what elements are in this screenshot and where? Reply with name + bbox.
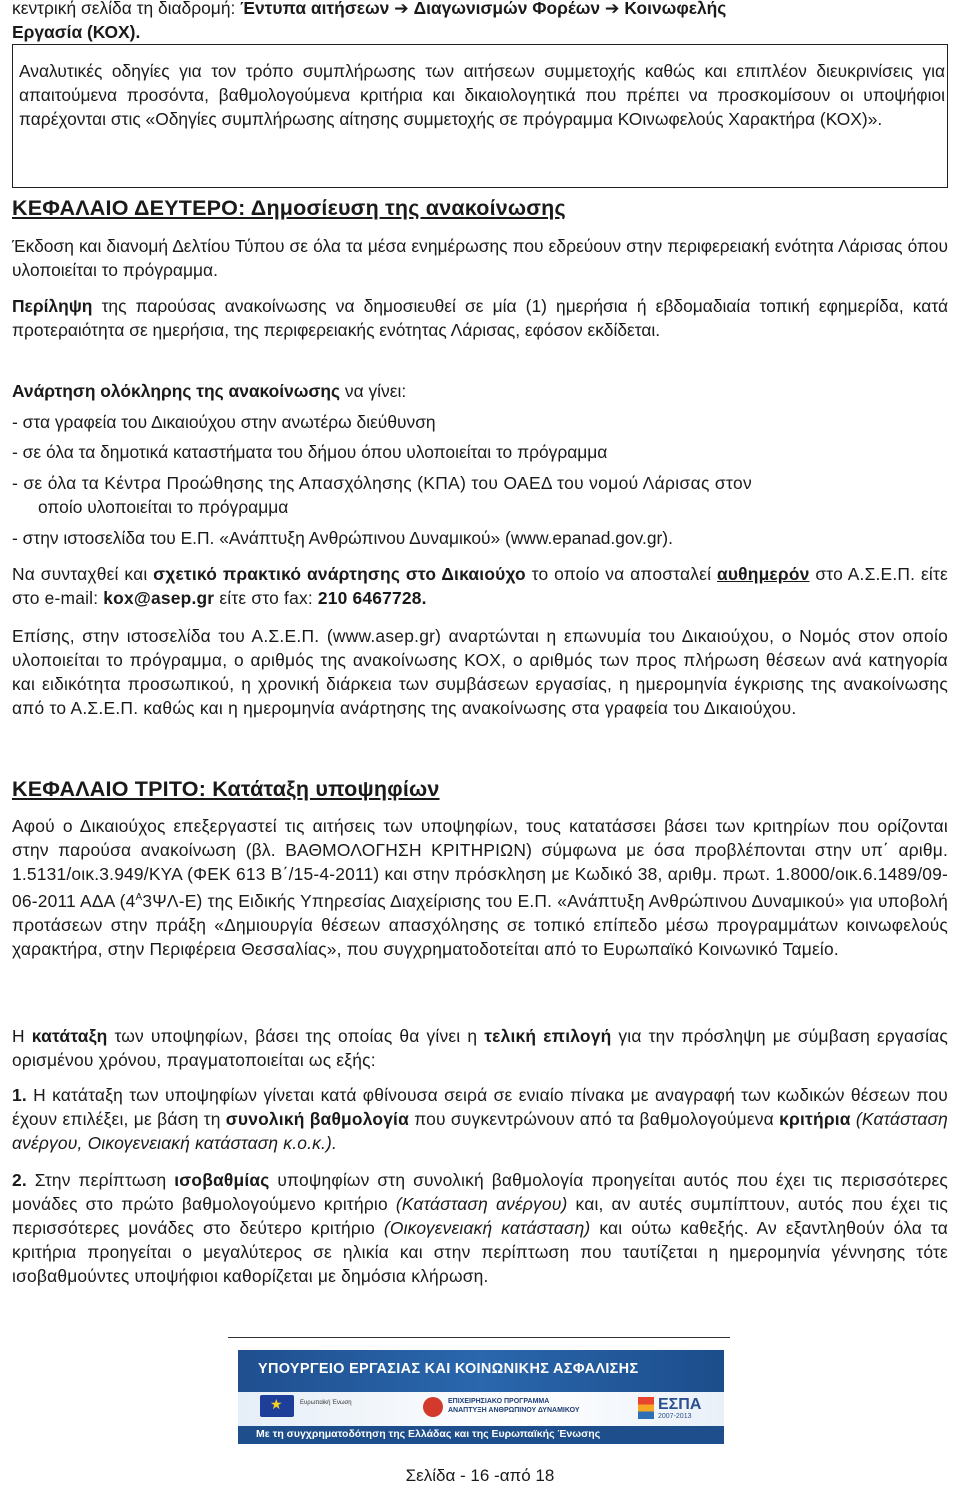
item2-text-c: υποψηφίων στη συνολική βαθμολογία προηγείται αυτός που έχει τις περισσότερες μονάδες στο πρώτο βαθμολογούμενο κριτήριο (12, 1170, 949, 1214)
p1-superscript: Α (135, 892, 143, 903)
espa-bars-icon (638, 1397, 654, 1419)
posting-label: Ανάρτηση ολόκληρης της ανακοίνωσης (12, 381, 341, 401)
item1-italic-e: (Κατάσταση ανέργου, Οικογενειακή κατάσταση κ.ο.κ.). (12, 1109, 948, 1153)
list-item: - σε όλα τα δημοτικά καταστήματα του δήμου όπου υλοποιείται το πρόγραμμα (12, 442, 608, 462)
program-line-2: ΑΝΑΠΤΥΞΗ ΑΝΘΡΩΠΙΝΟΥ ΔΥΝΑΜΙΚΟΥ (448, 1407, 580, 1414)
item1-text-a: Η κατάταξη των υποψηφίων γίνεται κατά φθίνουσα σειρά σε ενιαίο πίνακα με αναγραφή των κωδικών θέσεων που έχουν επιλέξει, με βάση τη (12, 1085, 948, 1129)
cofunding-bar (238, 1426, 724, 1444)
item1-text-c: που συγκεντρώνουν από τα βαθμολογούμενα (408, 1109, 780, 1129)
chapter-three-p1 (12, 814, 948, 961)
item2-text-a: Στην περίπτωση (26, 1170, 175, 1190)
list-item: - στα γραφεία του Δικαιούχου στην ανωτέρω διεύθυνση (12, 412, 436, 432)
item2-italic-d: (Κατάσταση ανέργου) (395, 1194, 568, 1214)
funding-banner (228, 1337, 730, 1446)
final-selection-bold: τελική επιλογή (484, 1026, 612, 1046)
chapter-three-item-2 (12, 1168, 948, 1288)
intro-bold-a: Έντυπα αιτήσεων (240, 0, 390, 18)
intro-text: κεντρική σελίδα τη διαδρομή: (12, 0, 241, 18)
chapter-two-p3 (12, 379, 948, 403)
item2-text-g: και ούτω καθεξής. Αν εξαντληθούν όλα τα κριτήρια προηγείται ο μεγαλύτερος σε ηλικία και στην περίπτωση που ταυτίζεται η ημερομηνία γέννησης τότε ισοβαθμούντες υποψήφιοι καθορίζεται με δημόσια κλήρωση. (12, 1218, 949, 1286)
p4-period: . (421, 588, 427, 608)
ranking-bold: κατάταξη (31, 1026, 108, 1046)
list-item: - σε όλα τα Κέντρα Προώθησης της Απασχόλησης (ΚΠΑ) του ΟΑΕΔ του νομού Λάρισας στον (12, 473, 753, 493)
item2-bold-b: ισοβαθμίας (174, 1170, 270, 1190)
list-item: - στην ιστοσελίδα του Ε.Π. «Ανάπτυξη Ανθρώπινου Δυναμικού» (www.epanad.gov.gr). (12, 528, 673, 548)
p4-text-c: το οποίο να αποσταλεί (525, 564, 717, 584)
espa-years: 2007-2013 (658, 1413, 692, 1420)
chapter-three-item-1 (12, 1083, 948, 1155)
eu-label: Ευρωπαϊκή Ένωση (300, 1400, 352, 1406)
item1-bold-d: κριτήρια (779, 1109, 851, 1129)
posting-text: να γίνει: (340, 381, 407, 401)
fax-number: 210 6467728 (317, 588, 422, 608)
arrow-icon: ➔ (604, 0, 620, 18)
chapter-three-p2 (12, 1024, 948, 1072)
espa-label: ΕΣΠΑ (658, 1396, 702, 1413)
item-number: 1. (12, 1085, 27, 1105)
program-name (448, 1397, 580, 1415)
p4-text-a: Να συνταχθεί και (12, 564, 154, 584)
item-number: 2. (12, 1170, 27, 1190)
ministry-name: ΥΠΟΥΡΓΕΙΟ ΕΡΓΑΣΙΑΣ ΚΑΙ ΚΟΙΝΩΝΙΚΗΣ ΑΣΦΑΛΙΣΗΣ (258, 1361, 639, 1377)
p4-text-e: στο Α.Σ.Ε.Π. είτε στο e-mail: (12, 564, 948, 608)
intro-line-2 (12, 20, 948, 44)
p4-text-f: είτε στο fax: (214, 588, 318, 608)
intro-bold-c: Κοινωφελής (624, 0, 727, 18)
p2-text-c: των υποψηφίων, βάσει της οποίας θα γίνει η (107, 1026, 485, 1046)
email-address: kox@asep.gr (103, 588, 215, 608)
instructions-text: Αναλυτικές οδηγίες για τον τρόπο συμπλήρωσης των αιτήσεων συμμετοχής καθώς και επιπλέον διευκρινίσεις για απαιτούμενα προσόντα, βαθμολογούμενα κριτήρια και δικαιολογητικά που πρέπει να προσκομίσουν οι υποψήφιοι παρέχονται στις «Οδηγίες συμπλήρωσης αίτησης συμμετοχής σε πρόγραμμα ΚΟινωφελούς Χαρακτήρα (ΚΟΧ)». (19, 61, 945, 129)
chapter-two-heading: ΚΕΦΑΛΑΙΟ ΔΕΥΤΕΡΟ: Δημοσίευση της ανακοίνωσης (12, 196, 566, 220)
item2-italic-f: (Οικογενειακή κατάσταση) (383, 1218, 591, 1238)
ministry-bar (238, 1350, 724, 1392)
arrow-icon: ➔ (394, 0, 409, 18)
chapter-two-p4 (12, 562, 948, 610)
logos-row (238, 1392, 724, 1426)
p4-same-day: αυθημερόν (716, 564, 810, 584)
p1-text-b: 3ΨΛ-Ε) της Ειδικής Υπηρεσίας Διαχείρισης του Ε.Π. «Ανάπτυξη Ανθρώπινου Δυναμικού» για υποβολή προτάσεων στην πράξη «Δημιουργία θέσεων απασχόλησης σε τοπικό επίπεδο μέσω προγραμμάτων κοινωφελούς χαρακτήρα, στην Περιφέρεια Θεσσαλίας», που συγχρηματοδοτείται από το Ευρωπαϊκό Κοινωνικό Ταμείο. (12, 890, 948, 959)
espa-logo (638, 1394, 718, 1422)
p4-bold: σχετικό πρακτικό ανάρτησης στο Δικαιούχο (153, 564, 526, 584)
p2-text-a: Η (12, 1026, 32, 1046)
summary-text: της παρούσας ανακοίνωσης να δημοσιευθεί σε μία (1) ημερήσια ή εβδομαδιαία τοπική εφημερίδα, κατά προτεραιότητα σε ημερήσια, της περιφερειακής ενότητας Λάρισας, εφόσον εκδίδεται. (12, 296, 948, 340)
eu-flag-icon (260, 1395, 294, 1417)
item2-text-e: και, αν αυτές συμπίπτουν, αυτός που έχει τις περισσότερες μονάδες στο δεύτερο κριτήριο (12, 1194, 948, 1238)
summary-label: Περίληψη (12, 296, 93, 316)
chapter-two-p2 (12, 294, 948, 342)
chapter-two-p5: Επίσης, στην ιστοσελίδα του Α.Σ.Ε.Π. (www.asep.gr) αναρτώνται η επωνυμία του Δικαιούχου, ο Νομός στον οποίο υλοποιείται το πρόγραμμα, ο αριθμός της ανακοίνωσης ΚΟΧ, ο αριθμός των προς πλήρωση θέσεων ανά κατηγορία και ειδικότητα προσωπικού, η χρονική διάρκεια των συμβάσεων εργασίας, η ημερομηνία έγκρισης της ανακοίνωσης από το Α.Σ.Ε.Π. καθώς και η ημερομηνία ανάρτησης της ανακοίνωσης στα γραφεία του Δικαιούχου. (12, 626, 948, 718)
p2-text-e: για την πρόσληψη με σύμβαση εργασίας ορισμένου χρόνου, πραγματοποιείται ως εξής: (12, 1026, 949, 1070)
page-number: Σελίδα - 16 -από 18 (405, 1466, 555, 1485)
item1-bold-b: συνολική βαθμολογία (225, 1109, 409, 1129)
program-logo-icon (423, 1397, 443, 1417)
chapter-three-heading: ΚΕΦΑΛΑΙΟ ΤΡΙΤΟ: Κατάταξη υποψηφίων (12, 777, 440, 801)
p1-text-a: Αφού ο Δικαιούχος επεξεργαστεί τις αιτήσεις των υποψηφίων, τους κατατάσσει βάσει των κριτηρίων που ορίζονται στην παρούσα ανακοίνωση (βλ. ΒΑΘΜΟΛΟΓΗΣΗ ΚΡΙΤΗΡΙΩΝ) σύμφωνα με όσα προβλέπονται στην υπ΄ αριθμ. 1.5131/οικ.3.949/ΚΥΑ (ΦΕΚ 613 Β΄/15-4-2011) και στην πρόσκληση με Κωδικό 38, αριθμ. πρωτ. 1.8000/οικ.6.1489/09-06-2011 ΑΔΑ (4 (12, 816, 948, 911)
intro-bold-b: Διαγωνισμών Φορέων (413, 0, 601, 18)
cofunding-text: Με τη συγχρηματοδότηση της Ελλάδας και της Ευρωπαϊκής Ένωσης (256, 1428, 601, 1440)
intro-line-1 (12, 0, 948, 20)
instructions-box (12, 44, 948, 188)
program-line-1: ΕΠΙΧΕΙΡΗΣΙΑΚΟ ΠΡΟΓΡΑΜΜΑ (448, 1398, 550, 1405)
list-item-continuation: οποίο υλοποιείται το πρόγραμμα (38, 497, 289, 517)
chapter-two-p1: Έκδοση και διανομή Δελτίου Τύπου σε όλα τα μέσα ενημέρωσης που εδρεύουν στην περιφερειακή ενότητα Λάρισας όπου υλοποιείται το πρόγραμμα. (12, 236, 948, 280)
intro-line-2-text: Εργασία (ΚΟΧ). (12, 22, 141, 42)
